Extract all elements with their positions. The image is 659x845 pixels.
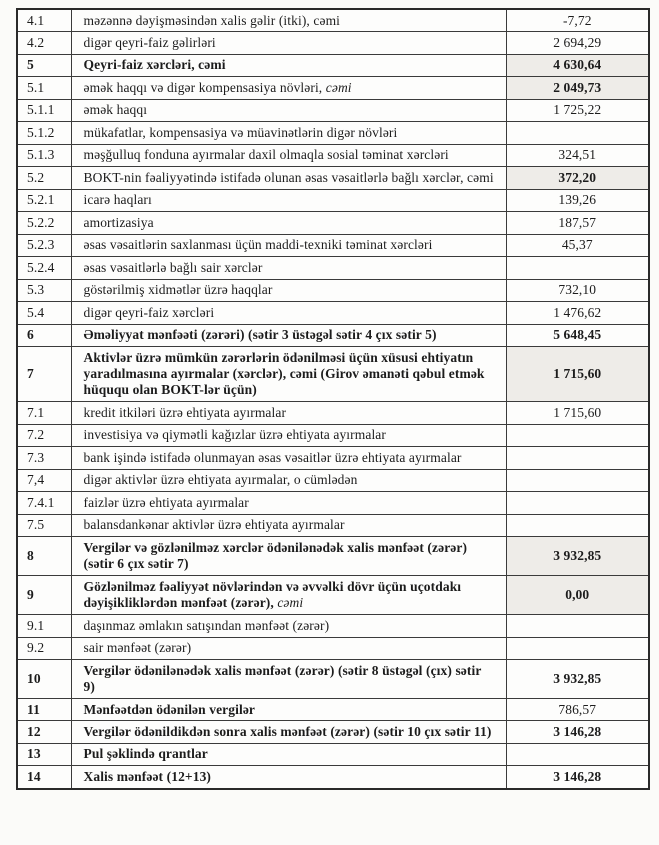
indicator-text: amortizasiya [83,214,154,230]
table-row [17,77,649,99]
value-cell [506,122,649,144]
indicator-text: daşınmaz əmlakın satışından mənfəət (zərər) [83,617,330,633]
table-row [17,234,649,256]
value-cell: 372,20 [506,167,649,189]
indicator-cell [71,699,506,721]
value-cell: 2 049,73 [506,77,649,99]
indicator-text: kredit itkiləri üzrə ehtiyata ayırmalar [83,404,287,420]
indicator-cell [71,9,506,32]
indicator-cell [71,402,506,424]
value-cell [506,743,649,765]
row-number-cell: 7.5 [17,514,71,536]
indicator-cell [71,637,506,659]
indicator-text: mükafatlar, kompensasiya və müavinətlərin digər növləri [83,124,398,140]
row-number-cell: 5.3 [17,279,71,301]
value-cell [506,469,649,491]
table-row [17,424,649,446]
table-body [17,9,649,789]
row-number-cell: 5.2.3 [17,234,71,256]
indicator-cell [71,743,506,765]
indicator-text: göstərilmiş xidmətlər üzrə haqqlar [83,282,273,298]
row-number-cell: 5.1 [17,77,71,99]
value-cell: 732,10 [506,279,649,301]
indicator-text: Aktivlər üzrə mümkün zərərlərin ödənilməsi üçün xüsusi ehtiyatın yaradılmasına ayırmalar (xərclər), cəmi (Girov əmanəti qəbul etmək hüququ olan BOKT-lər üçün) [83,349,485,398]
indicator-cell [71,576,506,615]
indicator-text: əsas vəsaitlərlə bağlı sair xərclər [83,259,263,275]
row-number-cell: 4.1 [17,9,71,32]
table-row [17,167,649,189]
indicator-text: faizlər üzrə ehtiyata ayırmalar [83,494,249,510]
table-row [17,212,649,234]
row-number-cell: 10 [17,660,71,699]
indicator-cell [71,615,506,637]
value-cell: 187,57 [506,212,649,234]
row-number-cell: 8 [17,537,71,576]
indicator-text: Qeyri-faiz xərcləri, cəmi [83,57,226,73]
table-row [17,189,649,211]
indicator-cell [71,212,506,234]
indicator-text-italic-suffix: cəmi [325,79,352,95]
value-cell: 3 146,28 [506,766,649,789]
indicator-cell [71,279,506,301]
table-row [17,9,649,32]
value-cell: 1 725,22 [506,99,649,121]
indicator-text: Pul şəklində qrantlar [83,746,208,762]
value-cell [506,492,649,514]
value-cell: 0,00 [506,576,649,615]
row-number-cell: 7,4 [17,469,71,491]
table-row [17,32,649,54]
indicator-text-italic-suffix: cəmi [277,595,304,611]
table-row [17,469,649,491]
table-row [17,279,649,301]
table-row [17,324,649,346]
indicator-text: Mənfəətdən ödənilən vergilər [83,701,256,717]
value-cell: 2 694,29 [506,32,649,54]
indicator-cell [71,347,506,402]
value-cell [506,447,649,469]
table-row [17,637,649,659]
indicator-cell [71,77,506,99]
row-number-cell: 7.2 [17,424,71,446]
value-cell: 3 146,28 [506,721,649,743]
row-number-cell: 7.1 [17,402,71,424]
row-number-cell: 12 [17,721,71,743]
indicator-text: əmək haqqı və digər kompensasiya növləri, [83,79,326,95]
indicator-cell [71,766,506,789]
indicator-text: icarə haqları [83,192,152,208]
row-number-cell: 11 [17,699,71,721]
indicator-text: BOKT-nin fəaliyyətində istifadə olunan əsas vəsaitlərlə bağlı xərclər, cəmi [83,169,494,185]
indicator-cell [71,660,506,699]
value-cell: 45,37 [506,234,649,256]
value-cell: 1 476,62 [506,302,649,324]
indicator-text: Gözlənilməz fəaliyyət növlərindən və əvvəlki dövr üçün uçotdakı dəyişikliklərdən mənfəət (zərər), [83,578,462,611]
indicator-cell [71,447,506,469]
row-number-cell: 5.1.1 [17,99,71,121]
row-number-cell: 9.2 [17,637,71,659]
indicator-text: Əməliyyat mənfəəti (zərəri) (sətir 3 üstəgəl sətir 4 çıx sətir 5) [83,327,437,343]
indicator-text: Vergilər və gözlənilməz xərclər ödənilənədək xalis mənfəət (zərər) (sətir 6 çıx sətir 7) [83,539,468,572]
value-cell [506,637,649,659]
indicator-cell [71,469,506,491]
row-number-cell: 7.4.1 [17,492,71,514]
indicator-cell [71,257,506,279]
row-number-cell: 14 [17,766,71,789]
indicator-text: bank işində istifadə olunmayan əsas vəsaitlər üzrə ehtiyata ayırmalar [83,449,462,465]
table-row [17,402,649,424]
indicator-text: məşğulluq fonduna ayırmalar daxil olmaqla sosial təminat xərcləri [83,147,449,163]
table-row [17,699,649,721]
row-number-cell: 7.3 [17,447,71,469]
indicator-text: sair mənfəət (zərər) [83,640,192,656]
table-row [17,447,649,469]
indicator-cell [71,424,506,446]
row-number-cell: 5 [17,54,71,76]
table-row [17,122,649,144]
value-cell: 3 932,85 [506,660,649,699]
indicator-cell [71,122,506,144]
row-number-cell: 9.1 [17,615,71,637]
indicator-cell [71,492,506,514]
value-cell [506,424,649,446]
row-number-cell: 5.2 [17,167,71,189]
row-number-cell: 5.4 [17,302,71,324]
indicator-text: digər aktivlər üzrə ehtiyata ayırmalar, o cümlədən [83,472,358,488]
table-row [17,257,649,279]
indicator-cell [71,537,506,576]
table-row [17,743,649,765]
table-row [17,766,649,789]
indicator-cell [71,302,506,324]
indicator-text: investisiya və qiymətli kağızlar üzrə ehtiyata ayırmalar [83,427,386,443]
indicator-text: əmək haqqı [83,102,148,118]
row-number-cell: 7 [17,347,71,402]
table-row [17,492,649,514]
value-cell: 4 630,64 [506,54,649,76]
indicator-cell [71,32,506,54]
row-number-cell: 5.2.4 [17,257,71,279]
indicator-cell [71,324,506,346]
row-number-cell: 5.1.2 [17,122,71,144]
value-cell: 3 932,85 [506,537,649,576]
table-row [17,537,649,576]
table-row [17,615,649,637]
indicator-cell [71,721,506,743]
value-cell: 324,51 [506,144,649,166]
row-number-cell: 6 [17,324,71,346]
row-number-cell: 9 [17,576,71,615]
indicator-text: Xalis mənfəət (12+13) [83,768,212,784]
row-number-cell: 5.2.1 [17,189,71,211]
income-statement-table [16,8,650,790]
indicator-cell [71,189,506,211]
table-row [17,721,649,743]
table-row [17,347,649,402]
table-row [17,54,649,76]
value-cell: 1 715,60 [506,347,649,402]
table-row [17,99,649,121]
indicator-cell [71,144,506,166]
indicator-cell [71,167,506,189]
value-cell: 1 715,60 [506,402,649,424]
indicator-text: məzənnə dəyişməsindən xalis gəlir (itki), cəmi [83,12,341,28]
row-number-cell: 13 [17,743,71,765]
indicator-text: Vergilər ödənilənədək xalis mənfəət (zərər) (sətir 8 üstəgəl (çıx) sətir 9) [83,662,482,695]
indicator-text: digər qeyri-faiz gəlirləri [83,34,216,50]
indicator-cell [71,54,506,76]
indicator-text: Vergilər ödənildikdən sonra xalis mənfəət (zərər) (sətir 10 çıx sətir 11) [83,723,492,739]
indicator-cell [71,234,506,256]
value-cell: 5 648,45 [506,324,649,346]
table-row [17,302,649,324]
table-row [17,576,649,615]
value-cell [506,514,649,536]
indicator-cell [71,514,506,536]
value-cell: -7,72 [506,9,649,32]
value-cell: 786,57 [506,699,649,721]
indicator-text: digər qeyri-faiz xərcləri [83,304,215,320]
value-cell [506,257,649,279]
indicator-text: əsas vəsaitlərin saxlanması üçün maddi-texniki təminat xərcləri [83,237,433,253]
table-row [17,660,649,699]
value-cell [506,615,649,637]
indicator-cell [71,99,506,121]
row-number-cell: 4.2 [17,32,71,54]
table-row [17,144,649,166]
row-number-cell: 5.1.3 [17,144,71,166]
value-cell: 139,26 [506,189,649,211]
row-number-cell: 5.2.2 [17,212,71,234]
table-row [17,514,649,536]
indicator-text: balansdankənar aktivlər üzrə ehtiyata ayırmalar [83,517,345,533]
